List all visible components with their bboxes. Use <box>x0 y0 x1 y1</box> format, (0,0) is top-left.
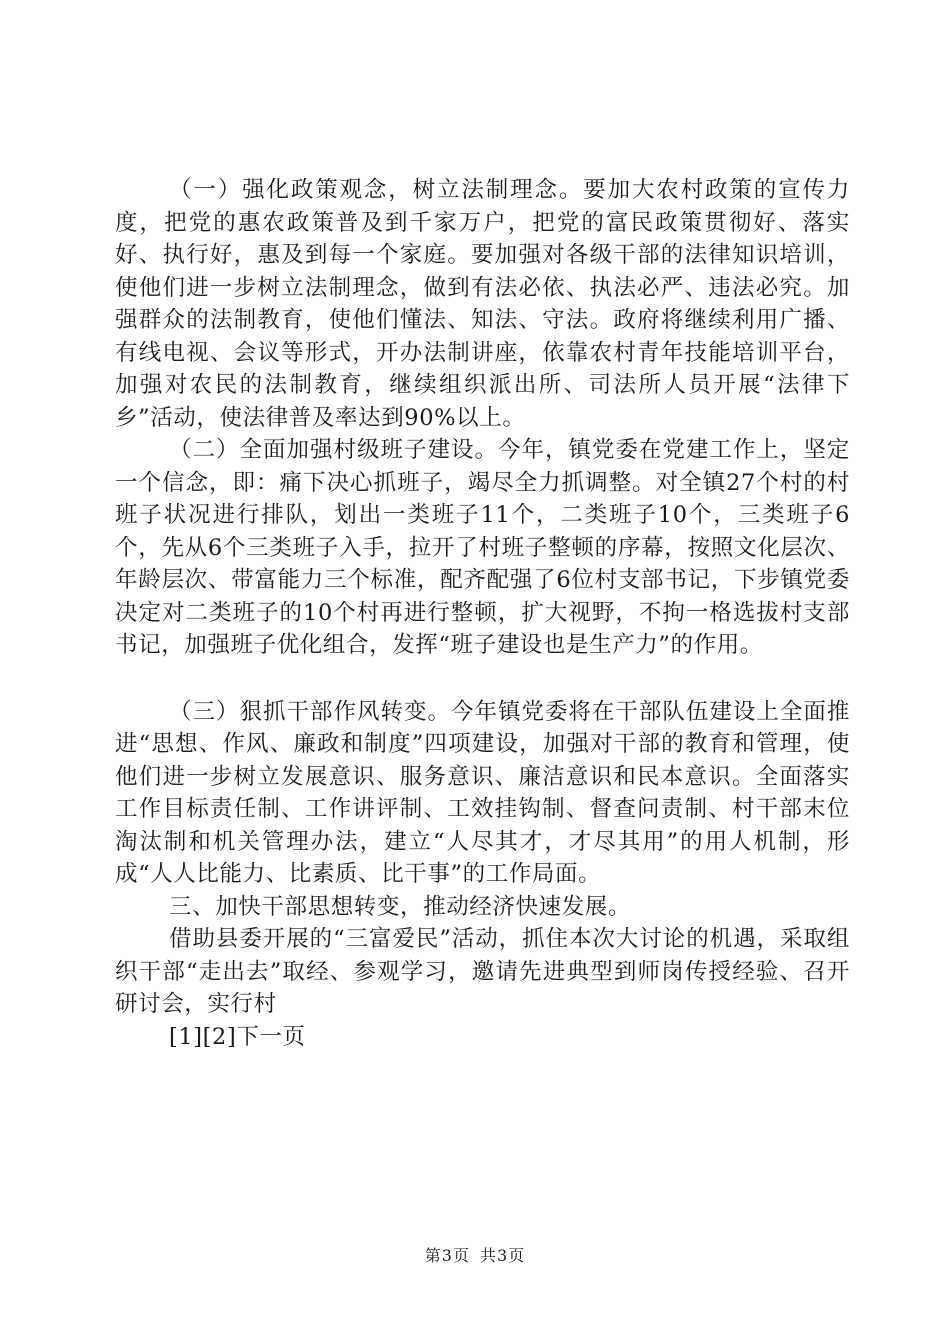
paragraph-cadre-style: （三）狠抓干部作风转变。今年镇党委将在干部队伍建设上全面推进“思想、作风、廉政和制度”四项建设，加强对干部的教育和管理，使他们进一步树立发展意识、服务意识、廉洁意识和民本意识。全面落实工作目标责任制、工作讲评制、工效挂钩制、督查问责制、村干部末位淘汰制和机关管理办法，建立“人尽其才，才尽其用”的用人机制，形成“人人比能力、比素质、比干事”的工作局面。 <box>115 698 850 887</box>
paragraph-village-leadership: （二）全面加强村级班子建设。今年，镇党委在党建工作上，坚定一个信念，即：痛下决心抓班子，竭尽全力抓调整。对全镇27个村的村班子状况进行排队，划出一类班子11个，二类班子10个，三类班子6个，先从6个三类班子入手，拉开了村班子整顿的序幕，按照文化层次、年龄层次、带富能力三个标准，配齐配强了6位村支部书记，下步镇党委决定对二类班子的10个村再进行整顿，扩大视野，不拘一格选拔村支部书记，加强班子优化组合，发挥“班子建设也是生产力”的作用。 <box>115 437 850 658</box>
document-body <box>115 174 850 1053</box>
pagination-links[interactable]: [1][2]下一页 <box>169 1023 306 1050</box>
paragraph-policy-law: （一）强化政策观念，树立法制理念。要加大农村政策的宣传力度，把党的惠农政策普及到千家万户，把党的富民政策贯彻好、落实好、执行好，惠及到每一个家庭。要加强对各级干部的法律知识培训，使他们进一步树立法制理念，做到有法必依、执法必严、违法必究。加强群众的法制教育，使他们懂法、知法、守法。政府将继续利用广播、有线电视、会议等形式，开办法制讲座，依靠农村青年技能培训平台，加强对农民的法制教育，继续组织派出所、司法所人员开展“法律下乡”活动，使法律普及率达到90%以上。 <box>115 177 850 431</box>
page-total: 共3页 <box>480 1246 526 1265</box>
section-heading-three: 三、加快干部思想转变，推动经济快速发展。 <box>169 893 632 920</box>
page-footer <box>0 1243 950 1266</box>
page-number: 第3页 <box>424 1246 470 1265</box>
paragraph-three-rich: 借助县委开展的“三富爱民”活动，抓住本次大讨论的机遇，采取组织干部“走出去”取经、参观学习，邀请先进典型到师岗传授经验、召开研讨会，实行村 <box>115 926 850 1017</box>
